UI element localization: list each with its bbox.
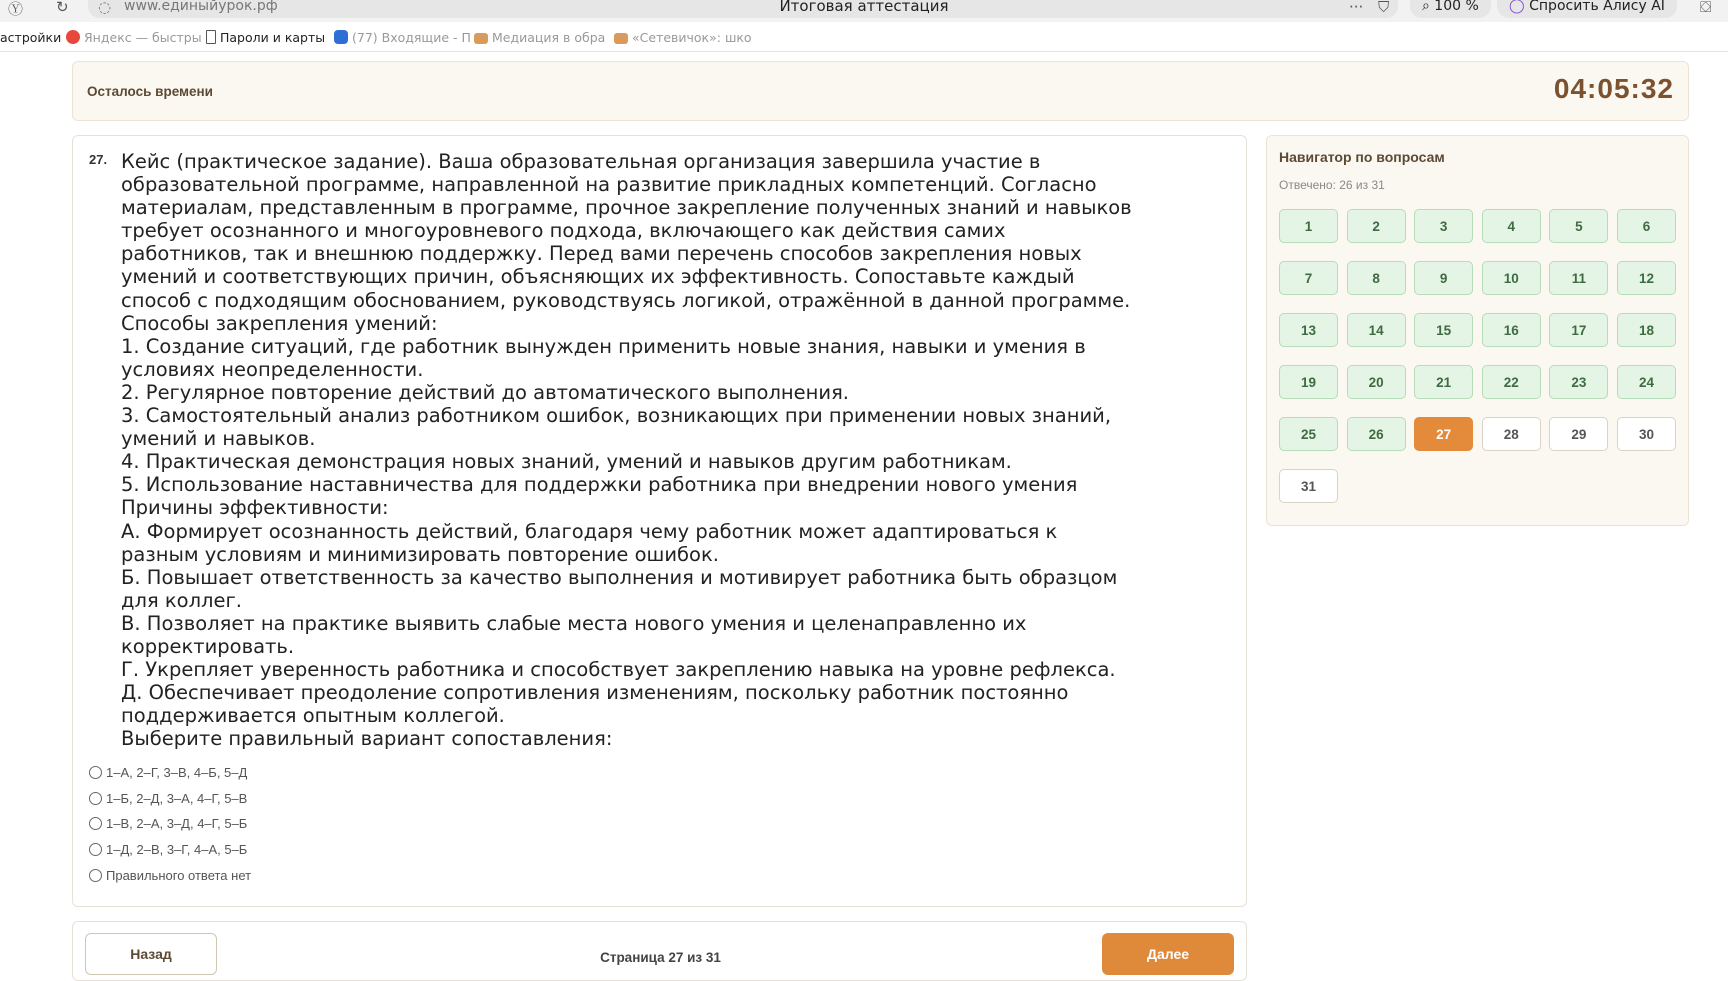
question-nav-20[interactable]: 20: [1347, 365, 1406, 399]
question-nav-25[interactable]: 25: [1279, 417, 1338, 451]
tab-title: Итоговая аттестация: [779, 0, 949, 15]
question-text-line: А. Формирует осознанность действий, благодаря чему работник может адаптироваться к: [121, 519, 1058, 543]
answered-count: Отвечено: 26 из 31: [1279, 178, 1385, 192]
question-text-line: корректировать.: [121, 634, 295, 658]
question-nav-31[interactable]: 31: [1279, 469, 1338, 503]
question-text-line: Д. Обеспечивает преодоление сопротивления изменениям, поскольку работник постоянно: [121, 681, 1069, 705]
bookmark-icon[interactable]: ⛉: [1378, 0, 1390, 16]
answer-option-label: 1–Д, 2–В, 3–Г, 4–А, 5–Б: [106, 842, 248, 858]
bookmarks-bar: [0, 24, 1728, 52]
question-text-line: умений и навыков.: [121, 427, 316, 451]
question-text-line: условиях неопределенности.: [121, 357, 424, 381]
question-text-line: Выберите правильный вариант сопоставления:: [121, 727, 613, 751]
question-nav-12[interactable]: 12: [1617, 261, 1676, 295]
timer-value: 04:05:32: [1553, 73, 1674, 104]
question-nav-28[interactable]: 28: [1482, 417, 1541, 451]
browser-toolbar: [0, 0, 1728, 22]
question-text-line: В. Позволяет на практике выявить слабые места нового умения и целенаправленно их: [121, 611, 1027, 635]
question-nav-2[interactable]: 2: [1347, 209, 1406, 243]
question-nav-14[interactable]: 14: [1347, 313, 1406, 347]
question-nav-21[interactable]: 21: [1414, 365, 1473, 399]
question-nav-8[interactable]: 8: [1347, 261, 1406, 295]
question-text-line: работников, так и внешнюю поддержку. Перед вами перечень способов закрепления новых: [121, 242, 1082, 266]
ask-alice-label: Спросить Алису AI: [1529, 0, 1665, 14]
timer-bar: [72, 61, 1689, 121]
question-text-line: поддерживается опытным коллегой.: [121, 704, 505, 728]
gift-icon[interactable]: ⛋: [1700, 0, 1712, 16]
ask-alice-button[interactable]: [1497, 0, 1677, 18]
question-text-line: умений и соответствующих причин, объясняющих их эффективность. Сопоставьте каждый: [121, 265, 1075, 289]
reload-icon[interactable]: ↻: [56, 0, 69, 16]
question-nav-6[interactable]: 6: [1617, 209, 1676, 243]
question-text-line: способ с подходящим обоснованием, руководствуясь логикой, отражённой в данной программе.: [121, 288, 1131, 312]
radio-button[interactable]: [89, 792, 102, 805]
bookmark-mediation[interactable]: Медиация в обра: [474, 30, 605, 45]
timer-label: Осталось времени: [87, 84, 213, 99]
question-nav-13[interactable]: 13: [1279, 313, 1338, 347]
question-text-line: Б. Повышает ответственность за качество выполнения и мотивирует работника быть образцом: [121, 565, 1118, 589]
mail-icon: [334, 30, 348, 44]
question-nav-9[interactable]: 9: [1414, 261, 1473, 295]
radio-button[interactable]: [89, 869, 102, 882]
navigator-title: Навигатор по вопросам: [1279, 149, 1445, 165]
bookmark-setevichok[interactable]: «Сетевичок»: шко: [614, 30, 752, 45]
question-nav-17[interactable]: 17: [1549, 313, 1608, 347]
pagination-bar: [72, 921, 1247, 981]
question-text-line: Способы закрепления умений:: [121, 311, 438, 335]
answer-option-label: 1–Б, 2–Д, 3–А, 4–Г, 5–В: [106, 790, 248, 806]
answer-option-label: 1–В, 2–А, 3–Д, 4–Г, 5–Б: [106, 816, 248, 832]
question-nav-7[interactable]: 7: [1279, 261, 1338, 295]
question-text-line: 3. Самостоятельный анализ работником ошибок, возникающих при применении новых знаний,: [121, 404, 1112, 428]
question-nav-26[interactable]: 26: [1347, 417, 1406, 451]
yandex-logo-icon[interactable]: Ⓨ: [8, 0, 24, 18]
question-nav-4[interactable]: 4: [1482, 209, 1541, 243]
question-nav-16[interactable]: 16: [1482, 313, 1541, 347]
question-nav-15[interactable]: 15: [1414, 313, 1473, 347]
question-nav-23[interactable]: 23: [1549, 365, 1608, 399]
answer-option-label: Правильного ответа нет: [106, 867, 252, 883]
document-icon: [206, 30, 216, 44]
question-nav-19[interactable]: 19: [1279, 365, 1338, 399]
bookmark-inbox[interactable]: (77) Входящие - П: [334, 30, 471, 45]
bookmark-passwords[interactable]: Пароли и карты: [206, 30, 325, 45]
question-nav-10[interactable]: 10: [1482, 261, 1541, 295]
question-navigator: [1266, 135, 1689, 526]
book-icon: [614, 33, 628, 44]
question-nav-27[interactable]: 27: [1414, 417, 1473, 451]
question-nav-29[interactable]: 29: [1549, 417, 1608, 451]
lock-icon: ◌: [98, 0, 112, 16]
alice-icon: ◯: [1509, 0, 1530, 14]
zoom-button[interactable]: [1410, 0, 1491, 18]
question-nav-24[interactable]: 24: [1617, 365, 1676, 399]
question-text-line: 1. Создание ситуаций, где работник вынужден применить новые знания, навыки и умения в: [121, 334, 1086, 358]
url-text[interactable]: www.единыйурок.рф: [124, 0, 278, 14]
yandex-icon: [66, 30, 80, 44]
zoom-level: 100 %: [1434, 0, 1479, 14]
question-nav-11[interactable]: 11: [1549, 261, 1608, 295]
book-icon: [474, 33, 488, 44]
question-text-line: Кейс (практическое задание). Ваша образовательная организация завершила участие в: [121, 150, 1041, 173]
zoom-icon: ⌕: [1422, 0, 1435, 14]
question-number: 27.: [89, 152, 108, 167]
next-button[interactable]: Далее: [1102, 933, 1234, 975]
question-text-line: 2. Регулярное повторение действий до автоматического выполнения.: [121, 380, 850, 404]
answer-option-label: 1–А, 2–Г, 3–В, 4–Б, 5–Д: [106, 765, 248, 780]
question-text-line: разным условиям и минимизировать повторение ошибок.: [121, 542, 719, 566]
question-nav-5[interactable]: 5: [1549, 209, 1608, 243]
question-nav-1[interactable]: 1: [1279, 209, 1338, 243]
bookmark-settings[interactable]: астройки: [0, 30, 62, 45]
question-nav-30[interactable]: 30: [1617, 417, 1676, 451]
question-text-line: материалам, представленным в программе, прочное закрепление полученных знаний и навыков: [121, 196, 1132, 220]
question-nav-3[interactable]: 3: [1414, 209, 1473, 243]
radio-button[interactable]: [89, 843, 102, 856]
radio-button[interactable]: [89, 817, 102, 830]
question-nav-22[interactable]: 22: [1482, 365, 1541, 399]
question-panel: [72, 135, 1247, 907]
radio-button[interactable]: [89, 766, 102, 779]
question-text-line: для коллег.: [121, 588, 242, 612]
more-icon[interactable]: ···: [1349, 0, 1364, 16]
page-info: Страница 27 из 31: [600, 950, 721, 965]
question-text: [121, 150, 1201, 750]
question-text-line: Г. Укрепляет уверенность работника и способствует закреплению навыка на уровне рефлекса.: [121, 658, 1116, 682]
question-text-line: образовательной программе, направленной на развитие прикладных компетенций. Согласно: [121, 173, 1097, 197]
question-text-line: Причины эффективности:: [121, 496, 389, 520]
question-nav-18[interactable]: 18: [1617, 313, 1676, 347]
question-text-line: требует осознанного и многоуровневого подхода, включающего как действия самих: [121, 219, 1006, 243]
back-button[interactable]: Назад: [85, 933, 217, 975]
question-text-line: 5. Использование наставничества для поддержки работника при внедрении нового умения: [121, 473, 1078, 497]
bookmark-yandex[interactable]: Яндекс — быстры: [66, 30, 202, 45]
question-text-line: 4. Практическая демонстрация новых знаний, умений и навыков другим работникам.: [121, 450, 1012, 474]
